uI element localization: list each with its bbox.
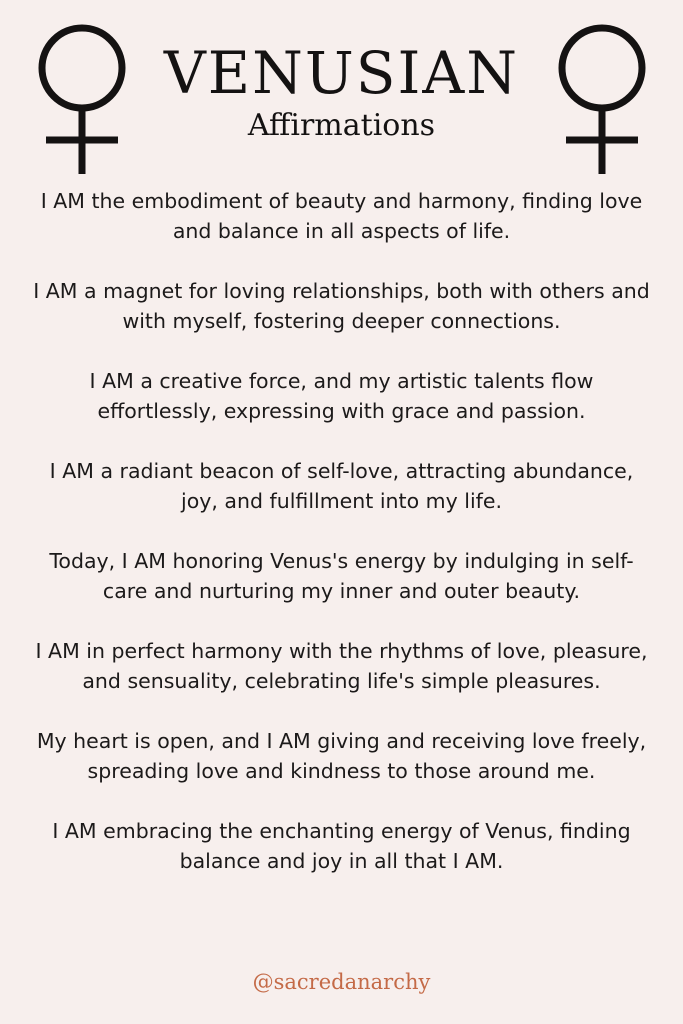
affirmation-item: I AM a magnet for loving relationships, both with others and with myself, fostering deeper connections.	[33, 279, 650, 333]
header	[0, 0, 683, 185]
affirmation-item: My heart is open, and I AM giving and receiving love freely, spreading love and kindness to those around me.	[36, 729, 647, 783]
author-handle: @sacredanarchy	[252, 970, 431, 994]
page-subtitle: Affirmations	[247, 108, 436, 143]
affirmation-item: I AM a creative force, and my artistic talents flow effortlessly, expressing with grace and passion.	[89, 369, 594, 423]
affirmation-item: I AM embracing the enchanting energy of Venus, finding balance and joy in all that I AM.	[52, 819, 631, 873]
affirmation-item: I AM the embodiment of beauty and harmony, finding love and balance in all aspects of life.	[40, 189, 643, 243]
affirmation-item: Today, I AM honoring Venus's energy by indulging in self-care and nurturing my inner and outer beauty.	[49, 549, 634, 603]
affirmation-item: I AM a radiant beacon of self-love, attracting abundance, joy, and fulfillment into my life.	[49, 459, 634, 513]
venus-symbol-icon	[552, 18, 652, 178]
affirmation-list	[30, 186, 653, 906]
page-title: VENUSIAN	[163, 39, 520, 107]
affirmation-item: I AM in perfect harmony with the rhythms of love, pleasure, and sensuality, celebrating life's simple pleasures.	[35, 639, 648, 693]
